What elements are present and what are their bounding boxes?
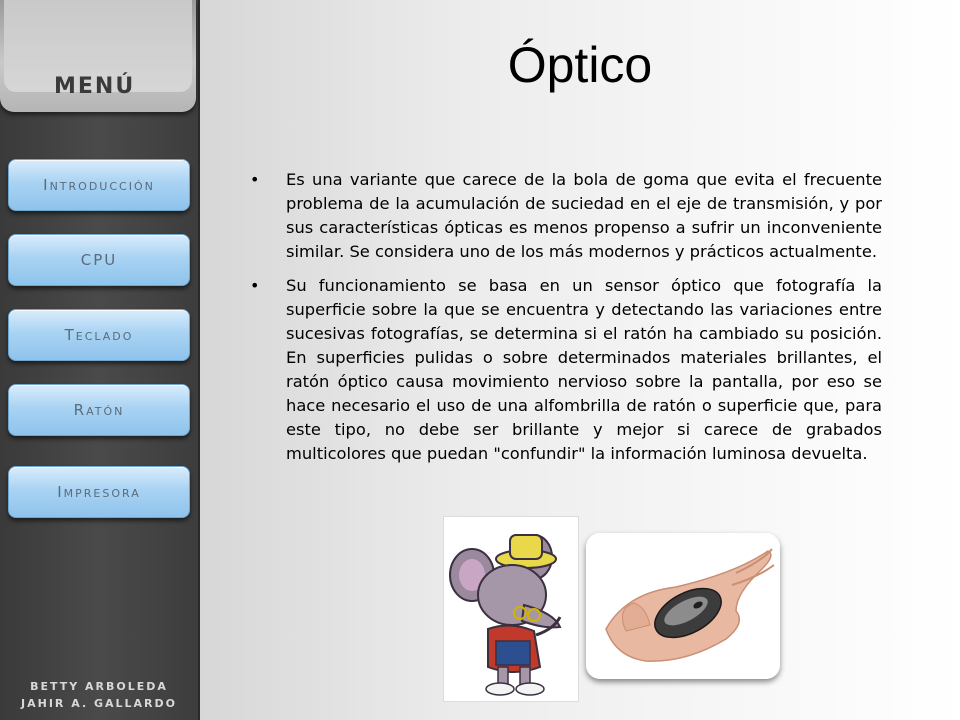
slide-content-area [200, 0, 960, 720]
author-credits [0, 678, 198, 712]
bullet-text: Es una variante que carece de la bola de goma que evita el frecuente problema de la acumulación de suciedad en el eje de transmisión, y por sus características ópticas es menos propenso a sufrir un inconveniente similar. Se considera uno de los más modernos y prácticos actualmente. [286, 170, 882, 261]
slide-title: Óptico [507, 37, 653, 93]
bullet-marker: • [250, 170, 260, 189]
nav-button-label: CPU [80, 251, 118, 269]
hand-mouse-icon [586, 533, 780, 679]
bullet-item [250, 274, 882, 466]
nav-button-label: Impresora [57, 483, 141, 501]
nav-button-raton[interactable] [8, 384, 190, 436]
bullet-marker: • [250, 276, 260, 295]
nav-button-impresora[interactable] [8, 466, 190, 518]
author-name: JAHIR A. GALLARDO [21, 697, 177, 710]
bullet-item [250, 168, 882, 264]
cartoon-mouse-image [443, 516, 579, 702]
menu-title: MENÚ [54, 74, 136, 99]
nav-button-teclado[interactable] [8, 309, 190, 361]
sidebar-menu [0, 0, 200, 720]
nav-button-label: Teclado [64, 326, 134, 344]
hand-mouse-image [586, 533, 780, 679]
author-name: BETTY ARBOLEDA [30, 680, 168, 693]
bullet-text: Su funcionamiento se basa en un sensor óptico que fotografía la superficie sobre la que se encuentra y detectando las variaciones entre sucesivas fotografías, se determina si el ratón ha cambiado su posición. En superficies pulidas o sobre determinados materiales brillantes, el ratón óptico causa movimiento nervioso sobre la pantalla, por eso se hace necesario el uso de una alfombrilla de ratón o superficie que, para este tipo, no debe ser brillante y mejor si carece de grabados multicolores que puedan "confundir" la información luminosa devuelta. [286, 276, 882, 463]
cartoon-mouse-icon [444, 517, 578, 701]
nav-button-label: Introducción [43, 176, 155, 194]
nav-button-cpu[interactable] [8, 234, 190, 286]
bullet-list [250, 168, 882, 476]
nav-button-introduccion[interactable] [8, 159, 190, 211]
nav-button-label: Ratón [73, 401, 125, 419]
